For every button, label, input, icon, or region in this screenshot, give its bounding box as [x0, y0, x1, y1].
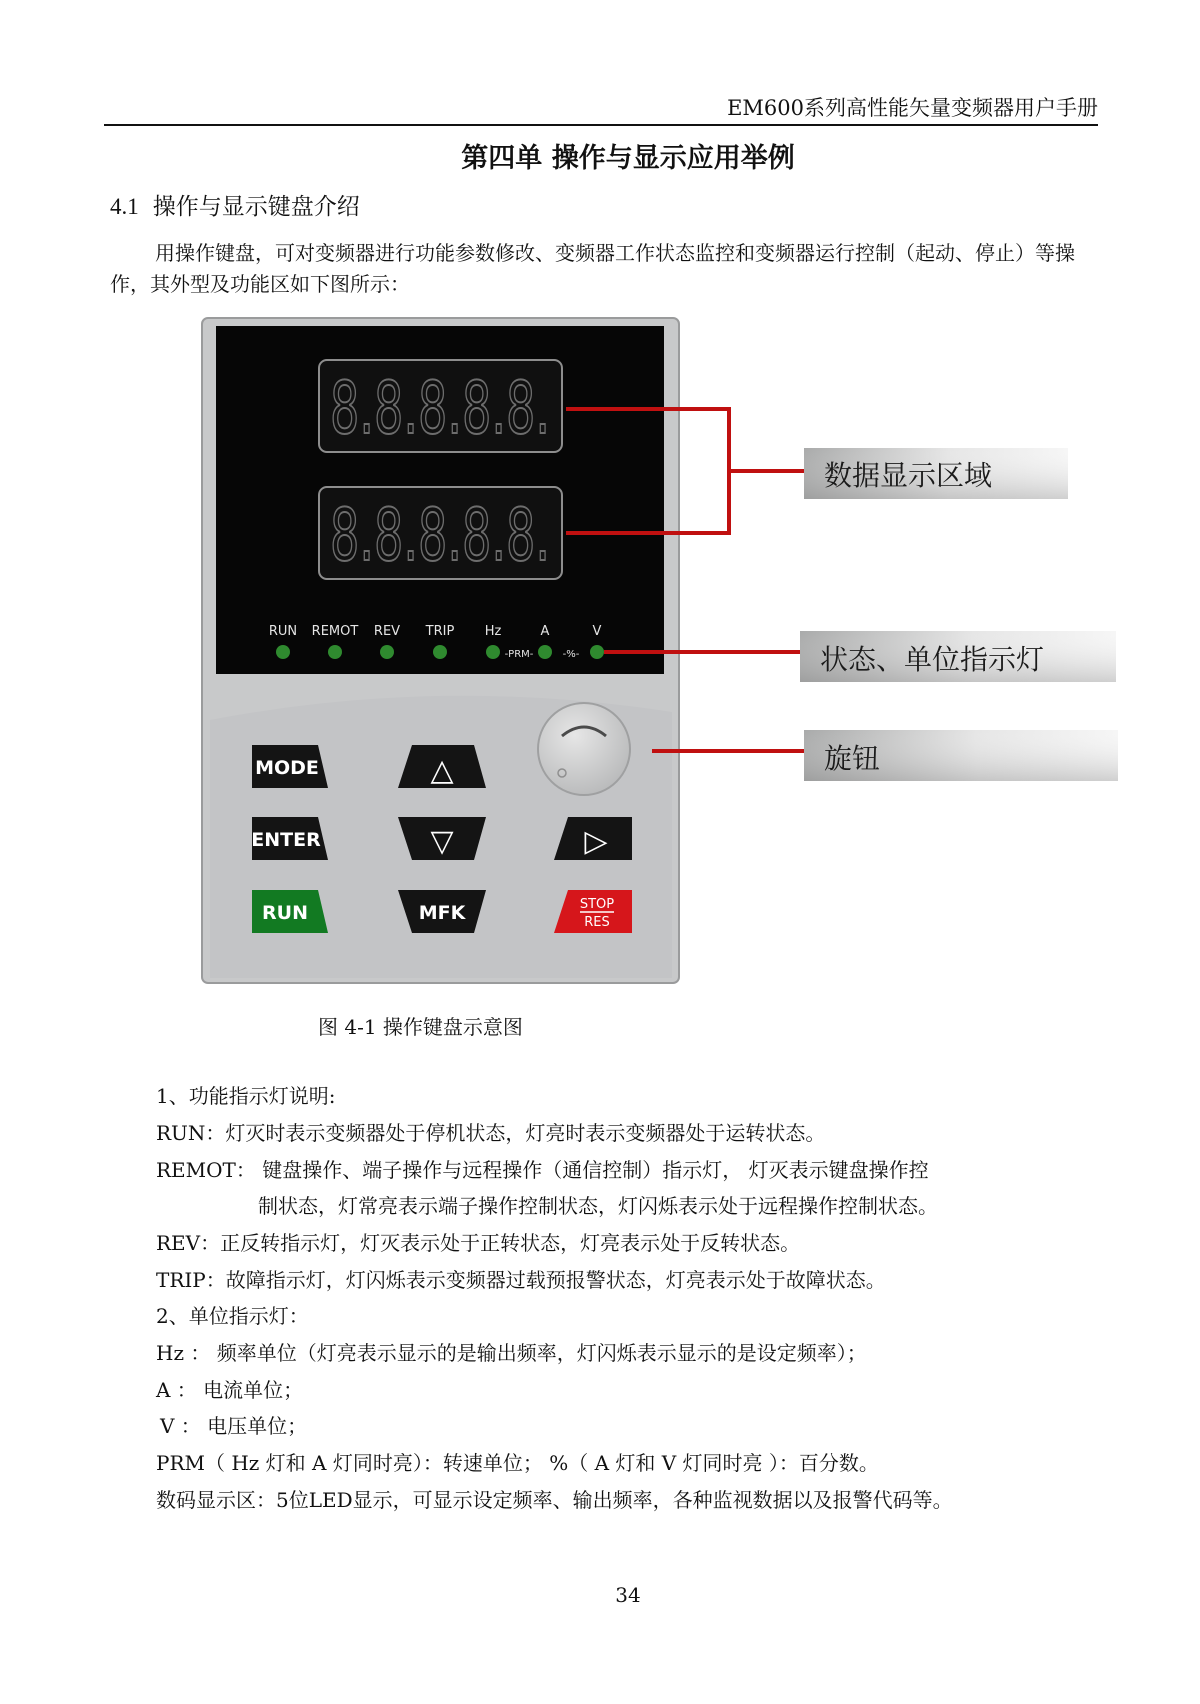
led-v — [590, 645, 604, 659]
list-item: Hz ： 频率单位（灯亮表示显示的是输出频率，灯闪烁表示显示的是设定频率）； — [156, 1341, 867, 1365]
page-number: 34 — [615, 1583, 641, 1607]
rotary-knob[interactable] — [538, 703, 630, 795]
list-item: 2、单位指示灯： — [156, 1304, 309, 1328]
led-digits-top: 8.8.8.8.8. — [330, 366, 550, 450]
section-title: 操作与显示键盘介绍 — [152, 194, 360, 220]
list-item: TRIP：故障指示灯，灯闪烁表示变频器过载预报警状态，灯亮表示处于故障状态。 — [156, 1268, 886, 1292]
running-header: EM600系列高性能矢量变频器用户手册 — [727, 96, 1098, 120]
led-trip — [433, 645, 447, 659]
list-item: RUN：灯灭时表示变频器处于停机状态，灯亮时表示变频器处于运转状态。 — [156, 1121, 826, 1145]
mode-button-label: MODE — [255, 757, 319, 779]
mfk-button-label: MFK — [418, 902, 466, 924]
callout-display — [804, 448, 1068, 499]
led-run — [276, 645, 290, 659]
list-item: V ： 电压单位； — [160, 1414, 308, 1438]
up-button[interactable] — [398, 745, 486, 788]
up-arrow-icon: △ — [430, 753, 454, 788]
callout-indicators — [800, 631, 1116, 682]
callout-knob-label: 旋钮 — [824, 742, 881, 775]
stop-button-label: STOP — [579, 897, 615, 912]
indicator-label-a: A — [540, 624, 550, 639]
right-arrow-icon: ▷ — [584, 824, 608, 859]
enter-button[interactable] — [251, 817, 328, 860]
list-item: PRM（ Hz 灯和 A 灯同时亮）：转速单位； %（ A 灯和 V 灯同时亮 ）：百分数。 — [156, 1451, 879, 1475]
indicator-label-run: RUN — [268, 624, 298, 639]
run-button[interactable] — [252, 890, 328, 933]
prm-label: -PRM- — [504, 649, 534, 660]
figure-caption: 图 4-1 操作键盘示意图 — [318, 1015, 523, 1039]
led-remot — [328, 645, 342, 659]
indicator-label-hz: Hz — [484, 624, 502, 639]
list-item: 制状态，灯常亮表示端子操作控制状态，灯闪烁表示处于远程操作控制状态。 — [258, 1194, 938, 1218]
section-number: 4.1 — [110, 194, 139, 219]
list-item: REMOT： 键盘操作、端子操作与远程操作（通信控制）指示灯， 灯灭表示键盘操作控 — [156, 1158, 929, 1182]
callout-display-label: 数据显示区域 — [824, 459, 993, 492]
list-item: 数码显示区：5位LED显示，可显示设定频率、输出频率，各种监视数据以及报警代码等。 — [156, 1488, 953, 1512]
percent-label: -%- — [562, 649, 580, 660]
down-arrow-icon: ▽ — [430, 824, 454, 859]
led-a — [538, 645, 552, 659]
chapter-title: 第四单 操作与显示应用举例 — [461, 143, 795, 174]
run-button-label: RUN — [262, 902, 308, 924]
indicator-label-v: V — [592, 624, 602, 639]
list-item: A ： 电流单位； — [156, 1378, 304, 1402]
led-hz — [486, 645, 500, 659]
res-button-label: RES — [584, 915, 610, 930]
indicator-label-trip: TRIP — [425, 624, 455, 639]
list-item: 1、功能指示灯说明: — [156, 1084, 336, 1108]
mode-button[interactable] — [252, 745, 328, 788]
list-item: REV：正反转指示灯，灯灭表示处于正转状态，灯亮表示处于反转状态。 — [156, 1231, 801, 1255]
led-rev — [380, 645, 394, 659]
down-button[interactable] — [398, 817, 486, 860]
intro-paragraph: 用操作键盘，可对变频器进行功能参数修改、变频器工作状态监控和变频器运行控制（起动、停止）等操作，其外型及功能区如下图所示： — [110, 241, 1075, 296]
indicator-label-rev: REV — [373, 624, 401, 639]
callout-knob — [804, 730, 1118, 781]
indicator-label-remot: REMOT — [311, 624, 359, 639]
callout-indicators-label: 状态、单位指示灯 — [820, 643, 1045, 676]
enter-button-label: ENTER — [251, 829, 321, 851]
led-digits-bottom: 8.8.8.8.8. — [330, 493, 550, 577]
mfk-button[interactable] — [398, 890, 486, 933]
